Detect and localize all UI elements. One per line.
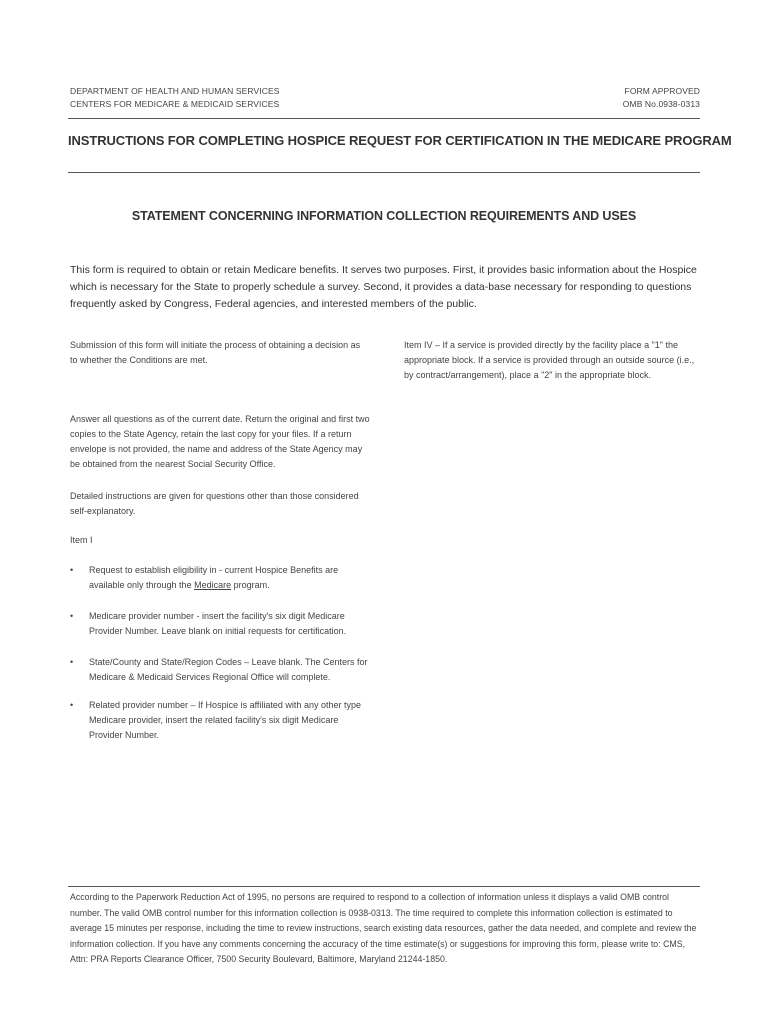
page-title: INSTRUCTIONS FOR COMPLETING HOSPICE REQUEST FOR CERTIFICATION IN THE MEDICARE PROGRAM <box>68 133 732 148</box>
list-item <box>70 563 370 593</box>
bullet-icon: • <box>70 657 74 667</box>
bullet-icon: • <box>70 700 74 710</box>
list-item <box>70 655 370 685</box>
list-item <box>70 609 370 639</box>
footer-divider <box>68 886 700 887</box>
bullet-icon: • <box>70 611 74 621</box>
answer-paragraph: Answer all questions as of the current date. Return the original and first two copies to the State Agency, retain the last copy for your files. If a return envelope is not provided, the name and address of the State Agency may be obtained from the nearest Social Security Office. <box>70 414 370 469</box>
bullet-icon: • <box>70 565 74 575</box>
paperwork-reduction-notice: According to the Paperwork Reduction Act of 1995, no persons are required to respond to a collection of information unless it displays a valid OMB control number. The valid OMB control number for this information collection is 0938-0313. The time required to complete this information collection is estimated to average 15 minutes per response, including the time to review instructions, search existing data resources, gather the data needed, and complete and review the information collection. If you have any comments concerning the accuracy of the time estimate(s) or suggestions for improving this form, please write to: CMS, Attn: PRA Reports Clearance Officer, 7500 Security Boulevard, Baltimore, Maryland 21244-1850. <box>70 892 697 964</box>
centers-name: CENTERS FOR MEDICARE & MEDICAID SERVICES <box>70 99 280 109</box>
bullet-text-start: Request to establish eligibility in - current Hospice Benefits are available only through the <box>89 565 339 590</box>
title-divider <box>68 172 700 173</box>
agency-header <box>70 85 280 111</box>
omb-number: OMB No.0938-0313 <box>622 99 700 109</box>
item-i-heading: Item I <box>70 535 93 545</box>
top-divider <box>68 118 700 119</box>
form-approval-header <box>623 85 700 111</box>
list-item-text <box>89 563 370 593</box>
intro-paragraph: This form is required to obtain or retain Medicare benefits. It serves two purposes. First, it provides basic information about the Hospice which is necessary for the State to properly schedule a survey. Second, it provides a data-base necessary for responding to questions frequently asked by Congress, Federal agencies, and interested members of the public. <box>70 264 697 310</box>
medicare-link[interactable]: Medicare <box>194 580 232 590</box>
section-title: STATEMENT CONCERNING INFORMATION COLLECTION REQUIREMENTS AND USES <box>131 209 637 223</box>
list-item <box>70 698 370 743</box>
bullet-text-end: program. <box>231 580 270 590</box>
item-iv-paragraph: Item IV – If a service is provided directly by the facility place a "1" the appropriate block. If a service is provided through an outside source (i.e., by contract/arrangement), place a "2" in the appropriate block. <box>404 340 695 380</box>
list-item-text: Related provider number – If Hospice is affiliated with any other type Medicare provider, insert the related facility's six digit Medicare Provider Number. <box>89 700 361 740</box>
list-item-text: Medicare provider number - insert the facility's six digit Medicare Provider Number. Leave blank on initial requests for certification. <box>89 611 347 636</box>
department-name: DEPARTMENT OF HEALTH AND HUMAN SERVICES <box>70 86 280 96</box>
submission-paragraph: Submission of this form will initiate the process of obtaining a decision as to whether the Conditions are met. <box>70 340 361 365</box>
form-approved-label: FORM APPROVED <box>624 86 700 96</box>
detailed-paragraph: Detailed instructions are given for questions other than those considered self-explanatory. <box>70 491 359 516</box>
list-item-text: State/County and State/Region Codes – Leave blank. The Centers for Medicare & Medicaid Services Regional Office will complete. <box>89 657 368 682</box>
